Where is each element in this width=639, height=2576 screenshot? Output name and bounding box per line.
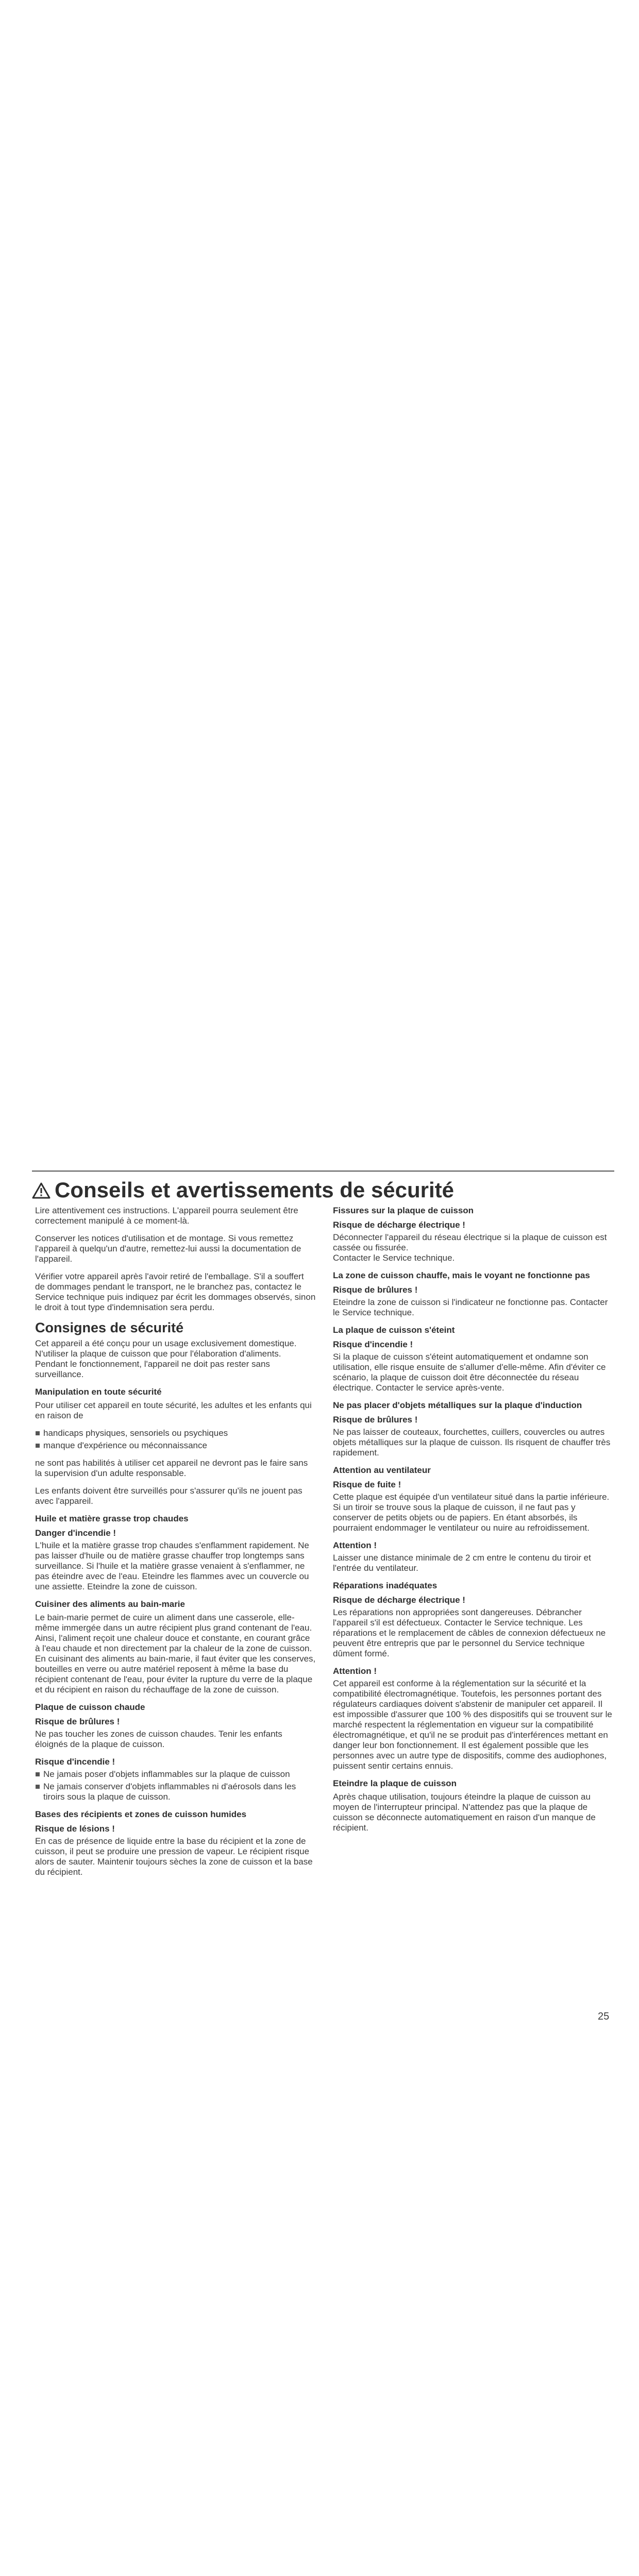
manip-after: ne sont pas habilités à utiliser cet appareil ne devront pas le faire sans la supervision d'un adulte responsable. xyxy=(35,1458,308,1478)
fissures-body: Déconnecter l'appareil du réseau électrique si la plaque de cuisson est cassée ou fissurée. xyxy=(333,1232,607,1252)
plaque-risk-1: Risque de brûlures ! xyxy=(35,1717,120,1726)
reparations-attention: Attention ! xyxy=(333,1666,377,1676)
manip-kids: Les enfants doivent être surveillés pour s'assurer qu'ils ne jouent pas avec l'appareil. xyxy=(35,1486,302,1506)
objets-heading: Ne pas placer d'objets métalliques sur la plaque d'induction xyxy=(333,1400,582,1410)
manip-intro: Pour utiliser cet appareil en toute sécurité, les adultes et les enfants qui en raison de xyxy=(35,1400,312,1420)
section-header xyxy=(32,1171,614,1204)
huile-body: L'huile et la matière grasse trop chaudes s'enflamment rapidement. Ne pas laisser d'huile ou de matière grasse chauffer trop longtemps sans surveillance. Si l'huile et la matière grasse venaient à s'enflammer, ne pas éteindre avec de l'eau. Eteindre les flammes avec un couvercle ou une assiette. Eteindre la zone de cuisson. xyxy=(35,1540,309,1591)
manip-list xyxy=(35,1428,316,1451)
fissures-risk: Risque de décharge électrique ! xyxy=(333,1220,465,1230)
safety-body: Cet appareil a été conçu pour un usage exclusivement domestique. N'utiliser la plaque de cuisson que pour l'élaboration d'aliments. Pendant le fonctionnement, l'appareil ne doit pas rester sans surveillance. xyxy=(35,1338,297,1379)
page-number: 25 xyxy=(598,2011,610,2022)
bases-body: En cas de présence de liquide entre la base du récipient et la zone de cuisson, il peut se produire une pression de vapeur. Le récipient risque alors de sauter. Maintenir toujours sèches la zone de cuisson et la base du récipient. xyxy=(35,1836,313,1877)
warning-triangle-icon xyxy=(32,1182,51,1199)
plaque-list xyxy=(35,1769,316,1802)
ventilateur-body: Cette plaque est équipée d'un ventilateur situé dans la partie inférieure. Si un tiroir se trouve sous la plaque de cuisson, il ne faut pas y conserver de petits objets ou de papiers. En étant absorbés, ils pourraient endommager le ventilateur ou nuire au refroidissement. xyxy=(333,1492,610,1533)
bainmarie-body: Le bain-marie permet de cuire un aliment dans une casserole, elle-même immergée dans un autre récipient plus grand contenant de l'eau. Ainsi, l'aliment reçoit une chaleur douce et constante, en courant grâce à l'eau chaude et non directement par la chaleur de la zone de cuisson. En cuisinant des aliments au bain-marie, il faut éviter que les conserves, bouteilles en verre ou autre matériel reposent à même la base du récipient contenant de l'eau, pour éviter la rupture du verre de la plaque et du récipient en raison du réchauffage de la zone de cuisson. xyxy=(35,1613,316,1694)
eteint-body: Si la plaque de cuisson s'éteint automatiquement et ondamne son utilisation, elle risque ensuite de s'allumer d'elle-même. Afin d'éviter ce scénario, la plaque de cuisson doit être déconnectée du réseau électrique. Contacter le service après-vente. xyxy=(333,1352,606,1393)
eteindre-body: Après chaque utilisation, toujours éteindre la plaque de cuisson au moyen de l'interrupteur principal. N'attendez pas que la plaque de cuisson se déconnecte automatiquement en raison d'un manque de récipient. xyxy=(333,1792,596,1833)
chauffe-heading: La zone de cuisson chauffe, mais le voyant ne fonctionne pas xyxy=(333,1270,590,1280)
plaque-heading: Plaque de cuisson chaude xyxy=(35,1702,145,1712)
chauffe-body: Eteindre la zone de cuisson si l'indicateur ne fonctionne pas. Contacter le Service technique. xyxy=(333,1297,608,1317)
fissures-heading: Fissures sur la plaque de cuisson xyxy=(333,1206,474,1215)
eteint-risk: Risque d'incendie ! xyxy=(333,1340,413,1349)
reparations-risk: Risque de décharge électrique ! xyxy=(333,1595,465,1605)
reparations-att-body: Cet appareil est conforme à la réglementation sur la sécurité et la compatibilité électromagnétique. Toutefois, les personnes portant des régulateurs cardiaques doivent s'abstenir de manipuler cet appareil. Il est impossible d'assurer que 100 % des dispositifs qui se trouvent sur le marché respectent la réglementation en vigueur sur la compatibilité électromagnétique, et qu'il ne se produit pas d'interférences mettant en danger leur bon fonctionnement. Il est également possible que les personnes avec un autre type de dispositifs, comme des audiophones, puissent sentir certains ennuis. xyxy=(333,1679,612,1771)
intro-paragraph-2: Conserver les notices d'utilisation et de montage. Si vous remettez l'appareil à quelqu'un d'autre, remettez-lui aussi la documentation de l'appareil. xyxy=(35,1233,301,1264)
list-item: Ne jamais conserver d'objets inflammables ni d'aérosols dans les tiroirs sous la plaque de cuisson. xyxy=(35,1782,316,1802)
plaque-body-1: Ne pas toucher les zones de cuisson chaudes. Tenir les enfants éloignés de la plaque de cuisson. xyxy=(35,1729,282,1749)
huile-risk: Danger d'incendie ! xyxy=(35,1528,116,1538)
reparations-body: Les réparations non appropriées sont dangereuses. Débrancher l'appareil s'il est défectueux. Contacter le Service technique. Les réparations et le remplacement de câbles de connexion défectueux ne peuvent être entrepris que par le personnel du Service technique dûment formé. xyxy=(333,1607,606,1658)
objets-body: Ne pas laisser de couteaux, fourchettes, cuillers, couvercles ou autres objets métalliques sur la plaque de cuisson. Ils risquent de chauffer très rapidement. xyxy=(333,1427,611,1458)
plaque-risk-2: Risque d'incendie ! xyxy=(35,1757,115,1767)
list-item: handicaps physiques, sensoriels ou psychiques xyxy=(35,1428,316,1438)
intro-paragraph-1: Lire attentivement ces instructions. L'appareil pourra seulement être correctement manipulé à ce moment-là. xyxy=(35,1206,298,1226)
list-item: Ne jamais poser d'objets inflammables sur la plaque de cuisson xyxy=(35,1769,316,1780)
bases-heading: Bases des récipients et zones de cuisson humides xyxy=(35,1809,247,1819)
bainmarie-heading: Cuisiner des aliments au bain-marie xyxy=(35,1599,185,1609)
bases-risk: Risque de lésions ! xyxy=(35,1824,115,1834)
chauffe-risk: Risque de brûlures ! xyxy=(333,1285,418,1295)
list-item: manque d'expérience ou méconnaissance xyxy=(35,1440,316,1451)
manip-heading: Manipulation en toute sécurité xyxy=(35,1387,162,1397)
safety-heading: Consignes de sécurité xyxy=(35,1320,184,1335)
page-title xyxy=(32,1177,614,1204)
fissures-contact: Contacter le Service technique. xyxy=(333,1253,455,1263)
huile-heading: Huile et matière grasse trop chaudes xyxy=(35,1514,189,1523)
ventilateur-risk: Risque de fuite ! xyxy=(333,1480,401,1489)
left-column xyxy=(35,1206,316,1885)
objets-risk: Risque de brûlures ! xyxy=(333,1415,418,1425)
eteindre-heading: Eteindre la plaque de cuisson xyxy=(333,1778,457,1788)
eteint-heading: La plaque de cuisson s'éteint xyxy=(333,1325,455,1335)
ventilateur-att-body: Laisser une distance minimale de 2 cm entre le contenu du tiroir et l'entrée du ventilateur. xyxy=(333,1553,591,1573)
right-column xyxy=(333,1206,614,1840)
reparations-heading: Réparations inadéquates xyxy=(333,1581,438,1590)
ventilateur-attention: Attention ! xyxy=(333,1540,377,1550)
ventilateur-heading: Attention au ventilateur xyxy=(333,1465,431,1475)
page-title-text: Conseils et avertissements de sécurité xyxy=(55,1178,455,1202)
intro-paragraph-3: Vérifier votre appareil après l'avoir retiré de l'emballage. S'il a souffert de dommages pendant le transport, ne le branchez pas, contactez le Service technique puis indiquez par écrit les dommages observés, sinon le droit à tout type d'indemnisation sera perdu. xyxy=(35,1272,316,1312)
